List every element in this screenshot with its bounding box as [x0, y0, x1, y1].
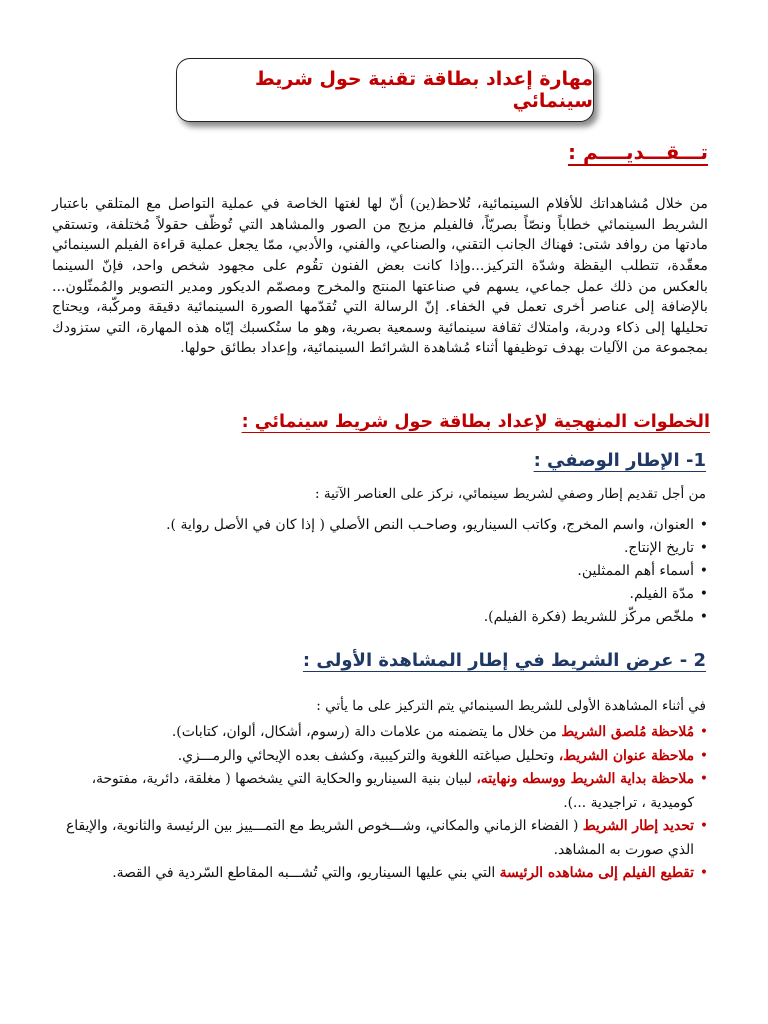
intro-heading: تـــقـــديــــم : — [568, 140, 708, 164]
section1-heading: 1- الإطار الوصفي : — [533, 450, 706, 471]
steps-heading: الخطوات المنهجية لإعداد بطاقة حول شريط سينمائي : — [241, 412, 710, 432]
list-item — [50, 768, 708, 815]
page-title: مهارة إعداد بطاقة تقنية حول شريط سينمائي — [254, 68, 593, 112]
section2-heading: 2 - عرض الشريط في إطار المشاهدة الأولى : — [302, 650, 706, 671]
title-box — [176, 58, 594, 122]
list-item: • تاريخ الإنتاج. — [50, 537, 708, 560]
item-text: وتحليل صياغته اللغوية والتركيبية، وكشف بعده الإيحائي والرمـــزي. — [177, 747, 559, 764]
list-item: • العنوان، واسم المخرج، وكاتب السيناريو، وصاحـب النص الأصلي ( إذا كان في الأصل رواية ). — [50, 514, 708, 537]
list-item — [50, 815, 708, 862]
list-item — [50, 862, 708, 886]
list-item — [50, 745, 708, 769]
item-text: ( الفضاء الزماني والمكاني، وشـــخوص الشريط مع التمـــييز بين الرئيسة والثانوية، والإيقاع الذي صورت به المشاهد. — [66, 818, 694, 858]
list-item — [50, 721, 708, 745]
section1-list — [50, 514, 708, 629]
list-item: • مدّة الفيلم. — [50, 583, 708, 606]
item-text: لبيان بنية السيناريو والحكاية التي يشخصها ( مغلقة، دائرية، مفتوحة، كوميدية ، تراجيدية ...). — [91, 771, 694, 811]
section2-list — [50, 721, 708, 886]
item-text: من خلال ما يتضمنه من علامات دالة (رسوم، أشكال، ألوان، كتابات). — [171, 724, 562, 740]
list-item: • ملخّص مركّز للشريط (فكرة الفيلم). — [50, 606, 708, 629]
item-keyword: ملاحظة بداية الشريط ووسطه ونهايته، — [476, 771, 694, 787]
intro-paragraph: من خلال مُشاهداتك للأفلام السينمائية، تُلاحظ(ين) أنّ لها لغتها الخاصة في عملية التواصل مع المتلقي باعتبار الشريط السينمائي خطاباً ونصّاً بصريّاً، فالفيلم مزيج من الصور والمشاهد التي تُوظّف حقولاً مُختلفة، وتستقي مادتها من روافد شتى: فهناك الجانب التقني، والصناعي، والفني، والأدبي، ممّا يجعل عملية قراءة الفيلم السينمائي معقّدة، تتطلب اليقظة وشدّة التركيز...وإذا كانت بعض الفنون تقُوم على مجهود شخص واحد، فإنّ السينما بالعكس من ذلك عمل جماعي، يسهم في صناعتها المنتج والمخرج ومصمّم الديكور ومدير التصوير والمُمثّلون... بالإضافة إلى عناصر أخرى تعمل في الخفاء. إنّ الرسالة التي تُقدّمها الصورة السينمائية دقيقة ومركّبة، ويحتاج تحليلها إلى ذكاء ودربة، وامتلاك ثقافة سينمائية وسمعية بصرية، وهو ما ستُكسبك إيّاه هذه المهارة، التي ستزودك بمجموعة من الآليات بهدف توظيفها أثناء مُشاهدة الشرائط السينمائية، وإعداد بطائق حولها. — [52, 196, 708, 357]
item-keyword: مُلاحظة مُلصق الشريط — [561, 724, 694, 740]
list-item: • أسماء أهم الممثلين. — [50, 560, 708, 583]
section1-lead: من أجل تقديم إطار وصفي لشريط سينمائي، نركز على العناصر الآتية : — [315, 486, 706, 502]
item-text: التي بني عليها السيناريو، والتي تُشـــبه المقاطع السّردية في القصة. — [112, 865, 500, 881]
item-keyword: تحديد إطار الشريط — [582, 818, 694, 834]
item-keyword: تقطيع الفيلم إلى مشاهده الرئيسة — [499, 865, 694, 881]
section2-lead: في أثناء المشاهدة الأولى للشريط السينمائي يتم التركيز على ما يأتي : — [316, 698, 706, 714]
item-keyword: ملاحظة عنوان الشريط، — [558, 747, 694, 764]
